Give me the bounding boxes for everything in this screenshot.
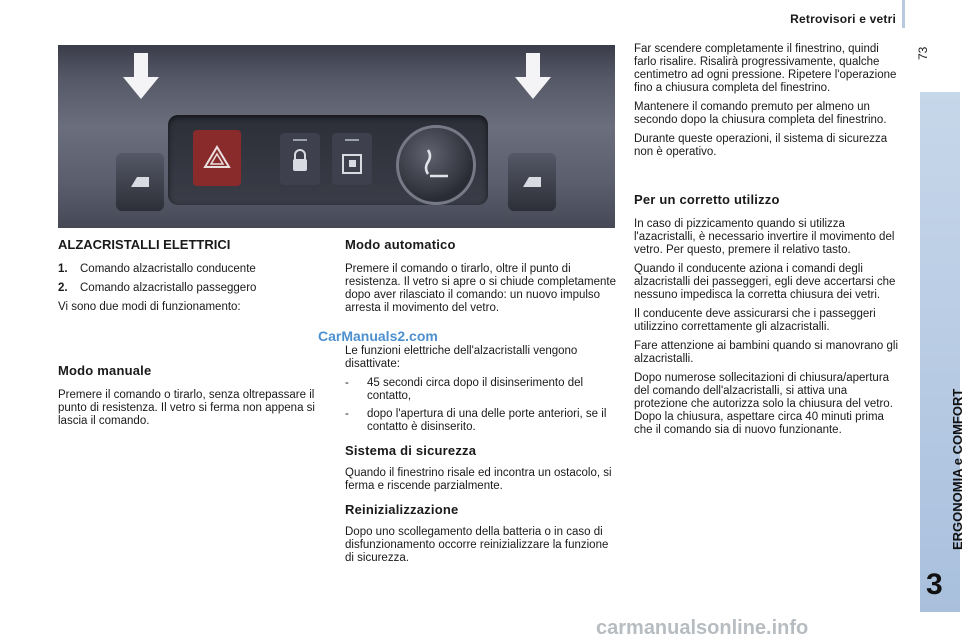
driver-window-switch [116,153,164,211]
child-lock-icon [332,133,372,185]
paragraph: Quando il conducente aziona i comandi degli alzacristalli dei passeggeri, egli deve accertarsi che nessuno impedisca la corretta chiusura dei vetri. [634,263,896,301]
window-icon [521,173,543,189]
dash-bullet: - [345,377,349,389]
list-item [345,408,617,434]
seat-heating-knob [396,125,476,205]
seat-icon [418,146,454,182]
manual-mode-heading: Modo manuale [58,363,152,378]
passenger-window-switch [508,153,556,211]
chapter-side-label: ERGONOMIA e COMFORT [950,388,965,550]
disabled-intro-text: Le funzioni elettriche dell'alzacristalli vengono disattivate: [345,345,578,370]
list-item-text: Comando alzacristallo conducente [80,263,256,275]
section-header-title: Retrovisori e vetri [790,12,896,26]
down-arrow-icon [123,53,159,101]
dash-bullet: - [345,408,349,420]
list-item-number: 1. [58,263,68,275]
paragraph: Far scendere completamente il finestrino, quindi farlo risalire. Risalirà progressivamente, qualche centimetro ad ogni pressione. Ripetere l'operazione fino a chiusura completa del finestrino. [634,43,897,94]
paragraph: Il conducente deve assicurarsi che i passeggeri utilizzino correttamente gli alzacristalli. [634,308,876,333]
intro-text: Vi sono due modi di funzionamento: [58,301,241,313]
list-item [58,282,328,295]
paragraph: Mantenere il comando premuto per almeno un secondo dopo la chiusura completa del finestrino. [634,101,887,126]
watermark-top: CarManuals2.com [318,328,438,344]
list-item-number: 2. [58,282,68,294]
column-3 [634,43,904,443]
column-2 [345,238,617,571]
hazard-icon [204,146,230,168]
lock-icon [280,133,320,185]
window-icon [129,173,151,189]
window-switch-photo [58,45,615,228]
paragraph: Dopo numerose sollecitazioni di chiusura/apertura del comando dell'alzacristalli, si attiva una protezione che autorizza solo la chiusura del vetro. Dopo la chiusura, aspettare circa 40 minuti prima che il comando sia di nuovo funzionante. [634,372,893,436]
paragraph: In caso di pizzicamento quando si utilizza l'azacristalli, è necessario invertire il movimento del vetro. Per questo, premere il relativo tasto. [634,218,895,256]
auto-mode-text: Premere il comando o tirarlo, oltre il punto di resistenza. Il vetro si apre o si chiude completamente dopo aver rilasciato il comando: un nuovo impulso arresta il movimento del vetro. [345,263,617,314]
paragraph: Durante queste operazioni, il sistema di sicurezza non è operativo. [634,133,888,158]
list-item-text: Comando alzacristallo passeggero [80,282,257,294]
paragraph: Fare attenzione ai bambini quando si manovrano gli alzacristalli. [634,340,899,365]
list-item-text: dopo l'apertura di una delle porte anteriori, se il contatto è disinserito. [367,408,607,433]
auto-mode-heading: Modo automatico [345,237,456,252]
reset-text: Dopo uno scollegamento della batteria o in caso di disfunzionamento occorre reinizializzare la funzione di sicurezza. [345,526,609,564]
list-item-text: 45 secondi circa dopo il disinserimento del contatto, [367,377,584,402]
safety-heading: Sistema di sicurezza [345,443,477,458]
child-lock-button [332,133,372,185]
manual-mode-text: Premere il comando o tirarlo, senza oltrepassare il punto di resistenza. Il vetro si ferma non appena si lascia il comando. [58,389,315,427]
reset-heading: Reinizializzazione [345,502,459,517]
usage-heading: Per un corretto utilizzo [634,192,780,207]
list-item [58,263,328,276]
down-arrow-icon [515,53,551,101]
hazard-button [193,130,241,186]
page-number: 73 [916,46,930,60]
safety-text: Quando il finestrino risale ed incontra un ostacolo, si ferma e riscende parzialmente. [345,467,612,492]
section-title: ALZACRISTALLI ELETTRICI [58,237,231,252]
column-1 [58,238,328,434]
chapter-number: 3 [926,568,943,601]
watermark-bottom: carmanualsonline.info [596,617,809,639]
list-item [345,377,617,403]
central-lock-button [280,133,320,185]
header-divider [902,0,905,28]
